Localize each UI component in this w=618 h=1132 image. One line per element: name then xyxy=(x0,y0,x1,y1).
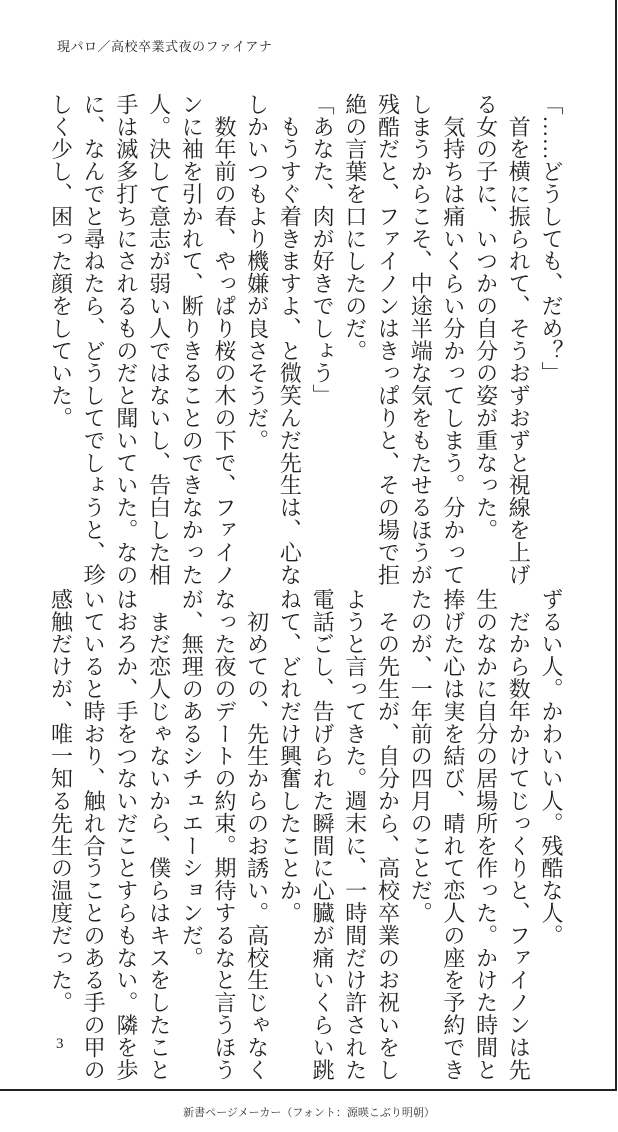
text-line: 「あなた、肉が好きでしょう」 xyxy=(310,93,336,407)
text-line: だから数年かけてじっくりと、ファイノンは先 xyxy=(506,588,532,1081)
text-line: しく少し、困った顔をしていた。 xyxy=(48,93,74,429)
text-line: はおろか、手をつないだことすらもない。隣を歩 xyxy=(113,588,139,1081)
text-line: いていると時おり、触れ合うことのある手の甲の xyxy=(81,588,107,1081)
text-line: 人。決して意志が弱い人ではないし、告白した相 xyxy=(146,93,172,586)
text-line: 残酷だと、ファイノンはきっぱりと、その場で拒 xyxy=(375,93,401,586)
text-line: 「……どうしても、だめ？」 xyxy=(539,93,564,385)
text-line: ンに袖を引かれて、断りきることのできなかった xyxy=(179,93,205,586)
text-line: 電話ごし、告げられた瞬間に心臓が痛いくらい跳 xyxy=(310,588,336,1081)
text-line: その先生が、自分から、高校卒業のお祝いをし xyxy=(375,588,401,1081)
text-line: 生のなかに自分の居場所を作った。かけた時間と xyxy=(473,588,499,1081)
text-line: 数年前の春、やっぱり桜の木の下で、ファイノ xyxy=(211,93,237,586)
text-line: に、なんでと尋ねたら、どうしてでしょうと、珍 xyxy=(81,93,107,586)
text-line: る女の子に、いつかの自分の姿が重なった。 xyxy=(473,93,499,541)
text-line: もうすぐ着きますよ、と微笑んだ先生は、心な xyxy=(277,93,303,586)
text-line: ずるい人。かわいい人。残酷な人。 xyxy=(539,588,564,947)
text-line: 感触だけが、唯一知る先生の温度だった。 xyxy=(48,588,74,1014)
text-block-lower xyxy=(44,588,567,1081)
text-line: ねて、どれだけ興奮したことか。 xyxy=(277,588,303,924)
text-line: しまうからこそ、中途半端な気をもたせるほうが xyxy=(408,93,434,586)
text-line: たのが、一年前の四月のことだ。 xyxy=(408,588,434,924)
text-line: 気持ちは痛いくらい分かってしまう。分かって xyxy=(440,93,466,586)
text-line: 絶の言葉を口にしたのだ。 xyxy=(342,93,368,362)
footer-credit: 新書ページメーカー（フォント：源暎こぶり明朝） xyxy=(183,1107,435,1119)
running-header: 現パロ／高校卒業式夜のファイアナ xyxy=(57,39,273,54)
text-line: しかいつもより機嫌が良さそうだ。 xyxy=(244,93,270,452)
text-line: 首を横に振られて、そうおずおずと視線を上げ xyxy=(506,93,532,586)
text-line: 初めての、先生からのお誘い。高校生じゃなく xyxy=(244,588,270,1081)
text-line: 手は滅多打ちにされるものだと聞いていた。なの xyxy=(113,93,139,586)
text-line: が、無理のあるシチュエーションだ。 xyxy=(179,588,205,969)
text-line: 捧げた心は実を結び、晴れて恋人の座を予約でき xyxy=(440,588,466,1081)
text-line: まだ恋人じゃないから、僕らはキスをしたこと xyxy=(146,588,172,1081)
text-block-upper xyxy=(44,93,567,586)
text-line: なった夜のデートの約束。期待するなと言うほう xyxy=(211,588,237,1081)
text-line: ようと言ってきた。週末に、一時間だけ許された xyxy=(342,588,368,1081)
page-number: 3 xyxy=(56,1036,64,1052)
